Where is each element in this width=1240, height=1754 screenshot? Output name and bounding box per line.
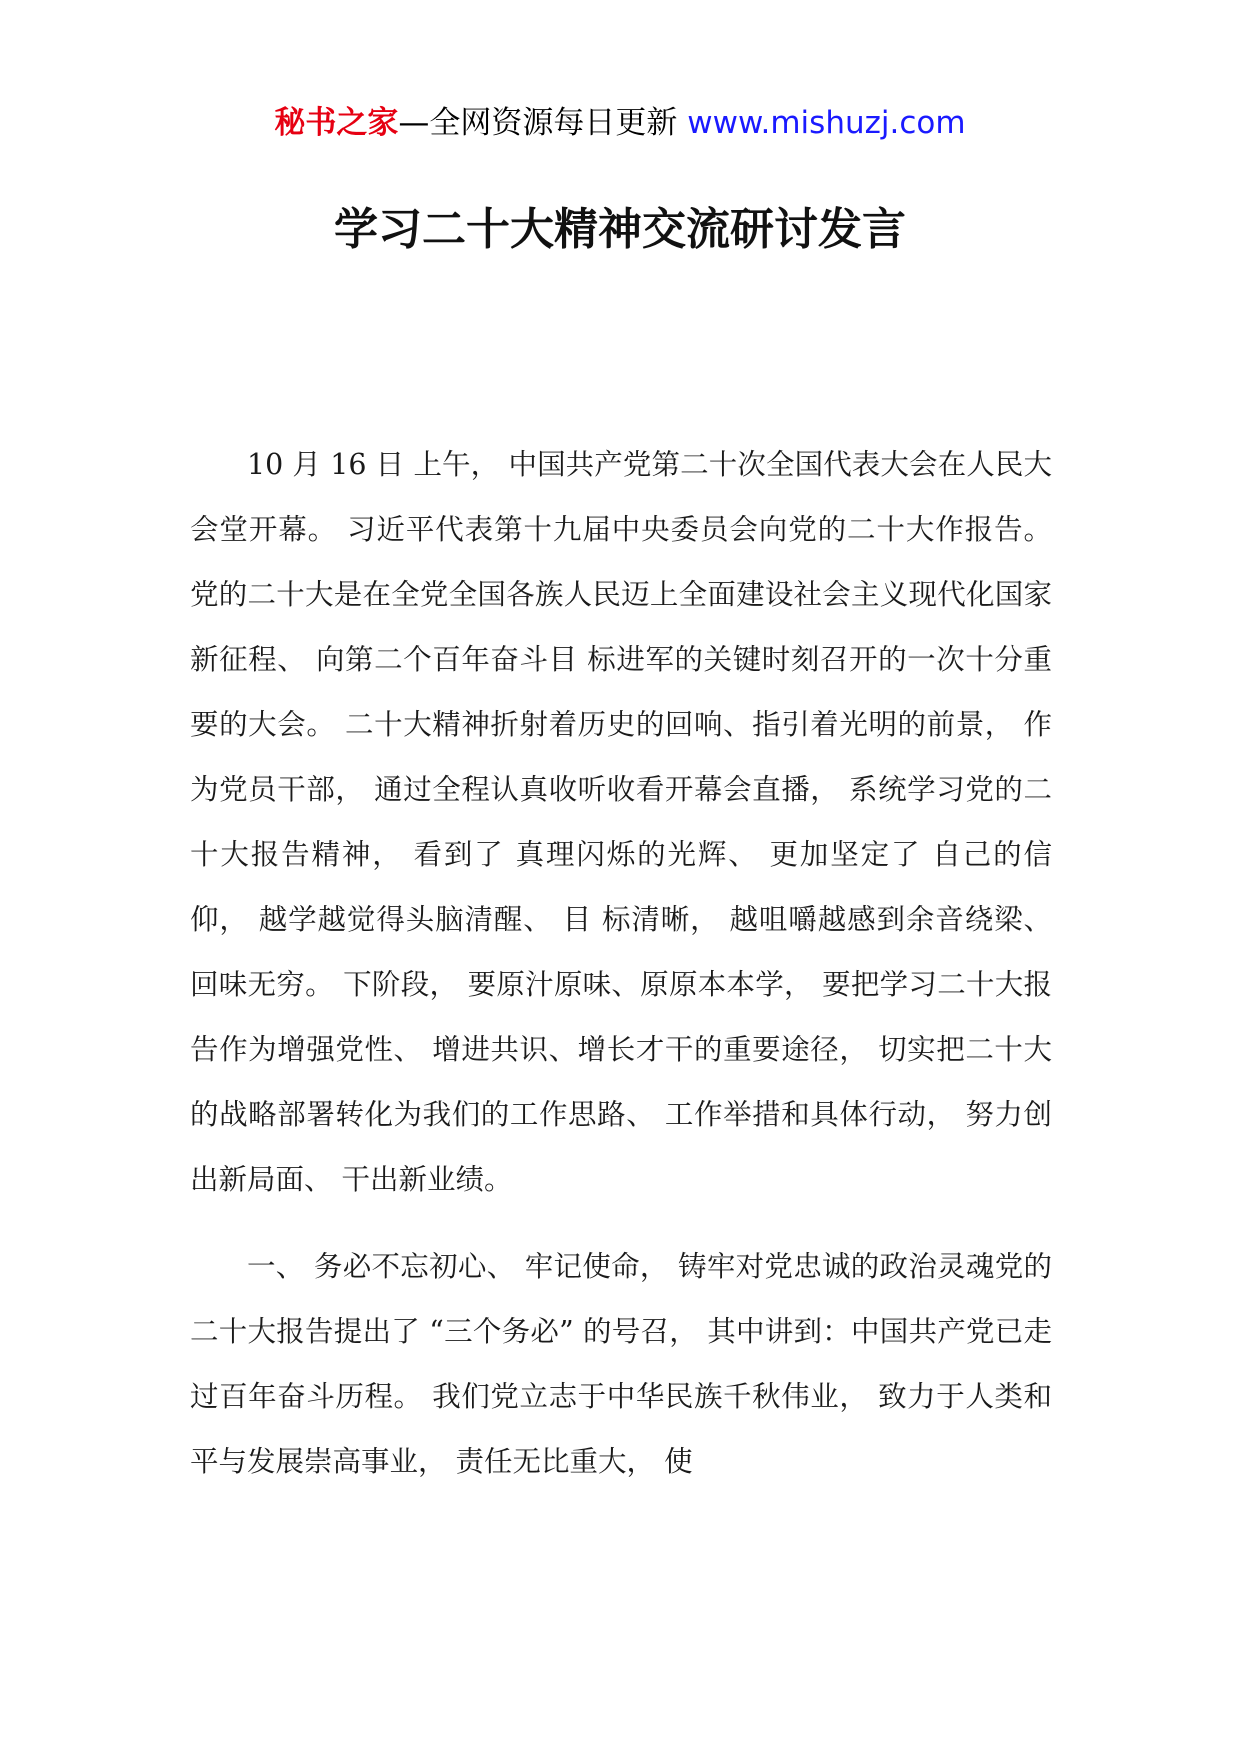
site-header bbox=[0, 100, 1240, 146]
document-title: 学习二十大精神交流研讨发言 bbox=[334, 204, 906, 255]
site-url-link[interactable]: www.mishuzj.com bbox=[687, 105, 966, 141]
site-brand: 秘书之家 bbox=[274, 105, 399, 141]
document-body bbox=[190, 432, 1052, 1494]
paragraph-intro: 10 月 16 日 上午， 中国共产党第二十次全国代表大会在人民大会堂开幕。 习近平代表第十九届中央委员会向党的二十大作报告。 党的二十大是在全党全国各族人民迈上全面建设社会主义现代化国家新征程、 向第二个百年奋斗目 标进军的关键时刻召开的一次十分重要的大会。 二十大精神折射着历史的回响、指引着光明的前景， 作为党员干部， 通过全程认真收听收看开幕会直播， 系统学习党的二十大报告精神， 看到了 真理闪烁的光辉、 更加坚定了 自己的信仰， 越学越觉得头脑清醒、 目 标清晰， 越咀嚼越感到余音绕梁、 回味无穷。 下阶段， 要原汁原味、原原本本学， 要把学习二十大报告作为增强党性、 增进共识、增长才干的重要途径， 切实把二十大的战略部署转化为我们的工作思路、 工作举措和具体行动， 努力创出新局面、 干出新业绩。 bbox=[190, 448, 1052, 1196]
paragraph-section-one: 一、 务必不忘初心、 牢记使命， 铸牢对党忠诚的政治灵魂党的二十大报告提出了 “三个务必” 的号召， 其中讲到：中国共产党已走过百年奋斗历程。 我们党立志于中华民族千秋伟业， 致力于人类和平与发展崇高事业， 责任无比重大， 使 bbox=[190, 1250, 1052, 1478]
site-slogan: —全网资源每日更新 bbox=[398, 105, 688, 141]
